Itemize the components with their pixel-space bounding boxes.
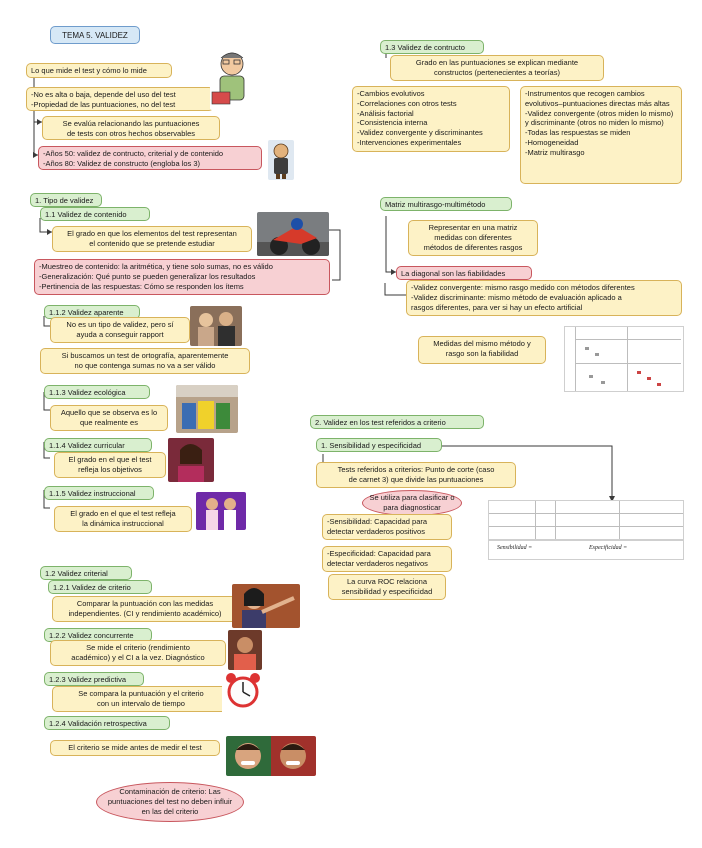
instructional-validity-title: 1.1.5 Validez instruccional	[44, 486, 154, 500]
content-validity-title: 1.1 Validez de contenido	[40, 207, 150, 221]
section1-title: 1. Tipo de validez	[30, 193, 102, 207]
specificity-formula-label: Especificidad =	[589, 545, 628, 551]
retrospective-validity-title: 1.2.4 Validación retrospectiva	[44, 716, 170, 730]
face-validity-definition: No es un tipo de validez, pero sí ayuda a conseguir rapport	[50, 317, 190, 343]
motorcycle-photo	[257, 212, 329, 256]
roc-curve-note: La curva ROC relaciona sensibilidad y especificidad	[328, 574, 446, 600]
concurrent-validity-definition: Se mide el criterio (rendimiento académico) y el CI a la vez. Diagnóstico	[50, 640, 226, 666]
mtmm-diagonal-text: -Validez convergente: mismo rasgo medido con métodos diferentes -Validez discriminante: mismo método de evaluación aplicado a rasgos diferentes, para ver si hay un efecto artificial	[406, 280, 682, 316]
intro-history: -Años 50: validez de contructo, criterial y de contenido -Años 80: Validez de constructo (engloba los 3)	[38, 146, 262, 170]
classification-purpose: Se utiliza para clasificar o para diagnosticar	[362, 490, 462, 516]
mtmm-method-note: Medidas del mismo método y rasgo son la fiabilidad	[418, 336, 546, 364]
section2-title: 2. Validez en los test referidos a criterio	[310, 415, 484, 429]
mtmm-definition: Representar en una matriz medidas con diferentes métodos de diferentes rasgos	[408, 220, 538, 256]
cutoff-description: Tests referidos a criterios: Punto de corte (caso de carnet 3) que divide las puntuaciones	[316, 462, 516, 488]
curricular-validity-definition: El grado en el que el test refleja los objetivos	[54, 452, 166, 478]
ecological-validity-definition: Aquello que se observa es lo que realmente es	[50, 405, 168, 431]
content-validity-definition: El grado en que los elementos del test representan el contenido que se pretende estudiar	[52, 226, 252, 252]
mtmm-matrix-thumbnail	[564, 326, 684, 392]
wooden-figure-illustration	[268, 140, 294, 180]
pointing-girl-photo	[232, 584, 300, 628]
sensitivity-specificity-formulas	[488, 540, 684, 560]
thinking-girl-photo	[228, 630, 262, 670]
curricular-validity-title: 1.1.4 Validez curricular	[44, 438, 152, 452]
specificity-definition: -Especificidad: Capacidad para detectar verdaderos negativos	[322, 546, 452, 572]
student-photo	[168, 438, 214, 482]
alarm-clock-illustration	[222, 670, 264, 714]
criterion-validity-title: 1.2.1 Validez de criterio	[48, 580, 152, 594]
couple-photo	[190, 306, 242, 346]
criterion-section-title: 1.2 Validez criterial	[40, 566, 132, 580]
criterion-validity-definition: Comparar la puntuación con las medidas independientes. (CI y rendimiento académico)	[52, 596, 238, 622]
predictive-validity-definition: Se compara la puntuación y el criterio con un intervalo de tiempo	[52, 686, 230, 712]
confusion-table-thumbnail	[488, 500, 684, 540]
mtmm-diagonal-title: La diagonal son las fiabilidades	[396, 266, 532, 280]
predictive-validity-title: 1.2.3 Validez predictiva	[44, 672, 144, 686]
page-title: TEMA 5. VALIDEZ	[50, 26, 140, 44]
intro-properties: -No es alta o baja, depende del uso del test -Propiedad de las puntuaciones, no del test	[26, 87, 214, 111]
ecological-validity-title: 1.1.3 Validez ecológica	[44, 385, 150, 399]
retrospective-validity-definition: El criterio se mide antes de medir el test	[50, 740, 220, 756]
sensitivity-specificity-title: 1. Sensibilidad y especificidad	[316, 438, 442, 452]
performers-photo	[196, 492, 246, 530]
sensitivity-formula-label: Sensibilidad =	[497, 545, 533, 551]
face-comparison-photo	[226, 736, 316, 776]
intro-evaluation: Se evalúa relacionando las puntuaciones de tests con otros hechos observables	[42, 116, 220, 140]
sensitivity-definition: -Sensibilidad: Capacidad para detectar verdaderos positivos	[322, 514, 452, 540]
construct-methods-list: -Cambios evolutivos -Correlaciones con otros tests -Análisis factorial -Consistencia interna -Validez convergente y discriminantes -Intervenciones experimentales	[352, 86, 510, 152]
teacher-illustration	[210, 48, 256, 110]
construct-validity-definition: Grado en las puntuaciones se explican mediante constructos (pertenecientes a teorías)	[390, 55, 604, 81]
mtmm-title: Matriz multirasgo-multimétodo	[380, 197, 512, 211]
construct-methods-description: -Instrumentos que recogen cambios evolutivos–puntuaciones directas más altas -Validez convergente (otros miden lo mismo) y discriminante (otros no miden lo mismo) -Todas las respuestas se miden -Homogeneidad -Matriz multirasgo	[520, 86, 682, 184]
instructional-validity-definition: El grado en el que el test refleja la dinámica instruccional	[54, 506, 192, 532]
intro-question: Lo que mide el test y cómo lo mide	[26, 63, 172, 78]
criterion-contamination: Contaminación de criterio: Las puntuaciones del test no deben influir en las del criterio	[96, 782, 244, 822]
recycling-bins-photo	[176, 385, 238, 433]
construct-validity-title: 1.3 Validez de contructo	[380, 40, 484, 54]
face-validity-example: Si buscamos un test de ortografía, aparentemente no que contenga sumas no va a ser válido	[40, 348, 250, 374]
concurrent-validity-title: 1.2.2 Validez concurrente	[44, 628, 152, 642]
face-validity-title: 1.1.2 Validez aparente	[44, 305, 140, 319]
content-validity-aspects: -Muestreo de contenido: la aritmética, y tiene solo sumas, no es válido -Generalización: Qué punto se pueden generalizar los resultados -Pertinencia de las respuestas: Cómo se responden los ítems	[34, 259, 330, 295]
